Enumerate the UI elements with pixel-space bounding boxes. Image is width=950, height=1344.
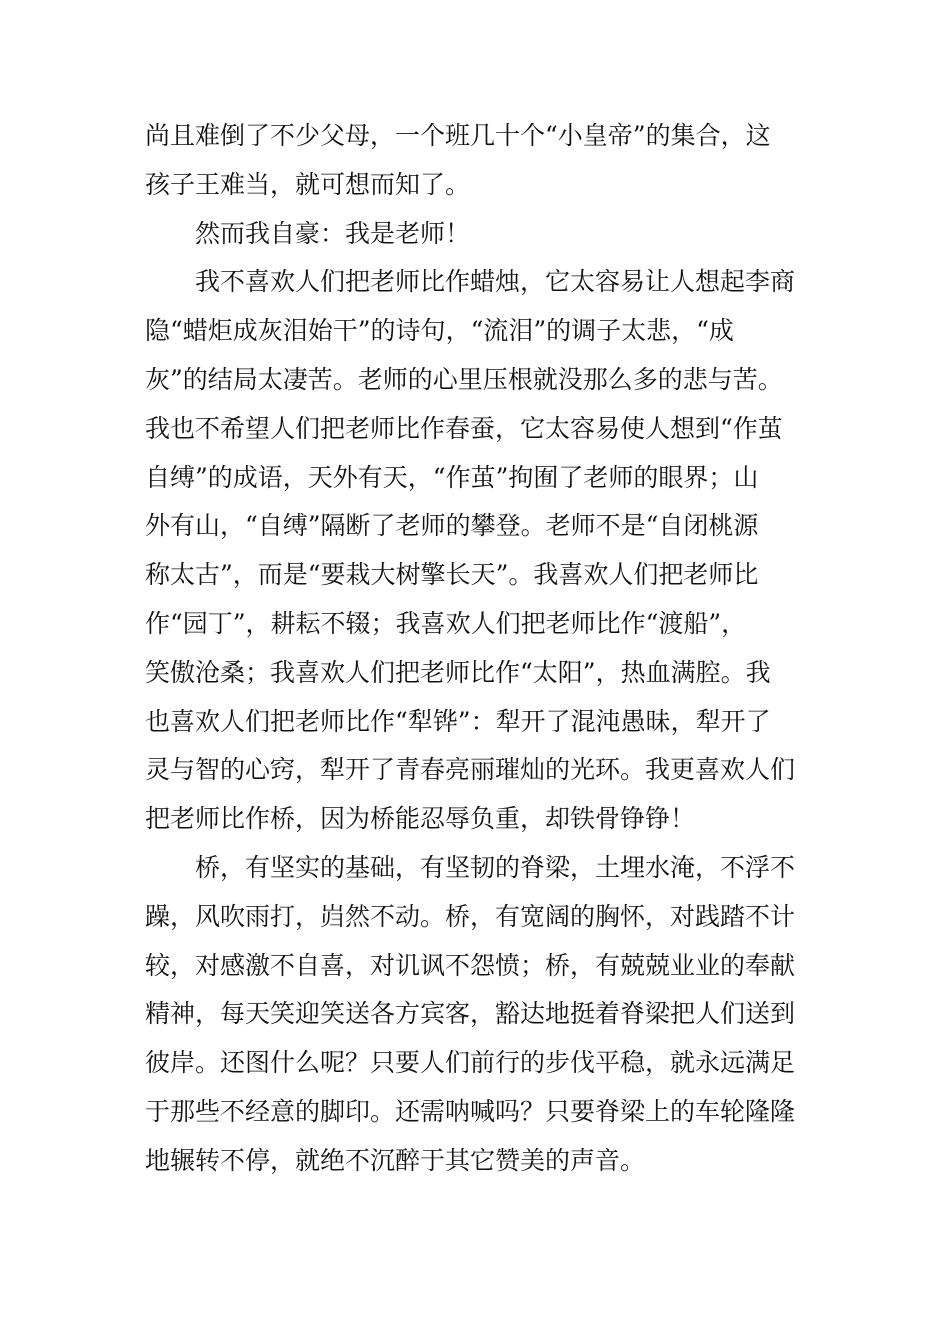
text-line: 彼岸。还图什么呢？只要人们前行的步伐平稳，就永远满足 — [145, 1048, 796, 1078]
text-line: 然而我自豪：我是老师！ — [195, 218, 471, 248]
text-line: 尚且难倒了不少父母，一个班几十个“小皇帝”的集合，这 — [145, 121, 771, 150]
text-line: 我不喜欢人们把老师比作蜡烛，它太容易让人想起李商 — [195, 267, 796, 297]
text-line: 笑傲沧桑；我喜欢人们把老师比作“太阳”，热血满腔。我 — [145, 657, 771, 687]
text-line: 孩子王难当，就可想而知了。 — [145, 169, 471, 199]
text-line: 自缚”的成语，天外有天，“作茧”拘囿了老师的眼界；山 — [145, 462, 759, 492]
text-line: 较，对感激不自喜，对讥讽不怨愤；桥，有兢兢业业的奉献 — [145, 950, 796, 980]
text-line: 灰”的结局太凄苦。老师的心里压根就没那么多的悲与苦。 — [145, 364, 783, 394]
text-line: 也喜欢人们把老师比作“犁铧”：犁开了混沌愚昧，犁开了 — [145, 706, 771, 736]
body-text — [145, 112, 825, 1186]
text-line: 称太古”，而是“要栽大树擎长天”。我喜欢人们把老师比 — [145, 560, 759, 590]
text-line: 把老师比作桥，因为桥能忍辱负重，却铁骨铮铮！ — [145, 804, 696, 834]
text-line: 灵与智的心窍，犁开了青春亮丽璀灿的光环。我更喜欢人们 — [145, 755, 796, 785]
text-line: 于那些不经意的脚印。还需呐喊吗？只要脊梁上的车轮隆隆 — [145, 1096, 796, 1126]
text-line: 外有山，“自缚”隔断了老师的攀登。老师不是“自闭桃源 — [145, 511, 759, 541]
text-line: 躁，风吹雨打，岿然不动。桥，有宽阔的胸怀，对践踏不计 — [145, 901, 796, 931]
text-line: 作“园丁”，耕耘不辍；我喜欢人们把老师比作“渡船”， — [145, 608, 747, 638]
text-line: 地辗转不停，就绝不沉醉于其它赞美的声音。 — [145, 1145, 646, 1175]
text-line: 隐“蜡炬成灰泪始干”的诗句，“流泪”的调子太悲，“成 — [145, 316, 734, 346]
text-line: 精神，每天笑迎笑送各方宾客，豁达地挺着脊梁把人们送到 — [145, 999, 796, 1029]
text-line: 我也不希望人们把老师比作春蚕，它太容易使人想到“作茧 — [145, 413, 783, 443]
text-line: 桥，有坚实的基础，有坚韧的脊梁，土埋水淹，不浮不 — [195, 852, 796, 882]
